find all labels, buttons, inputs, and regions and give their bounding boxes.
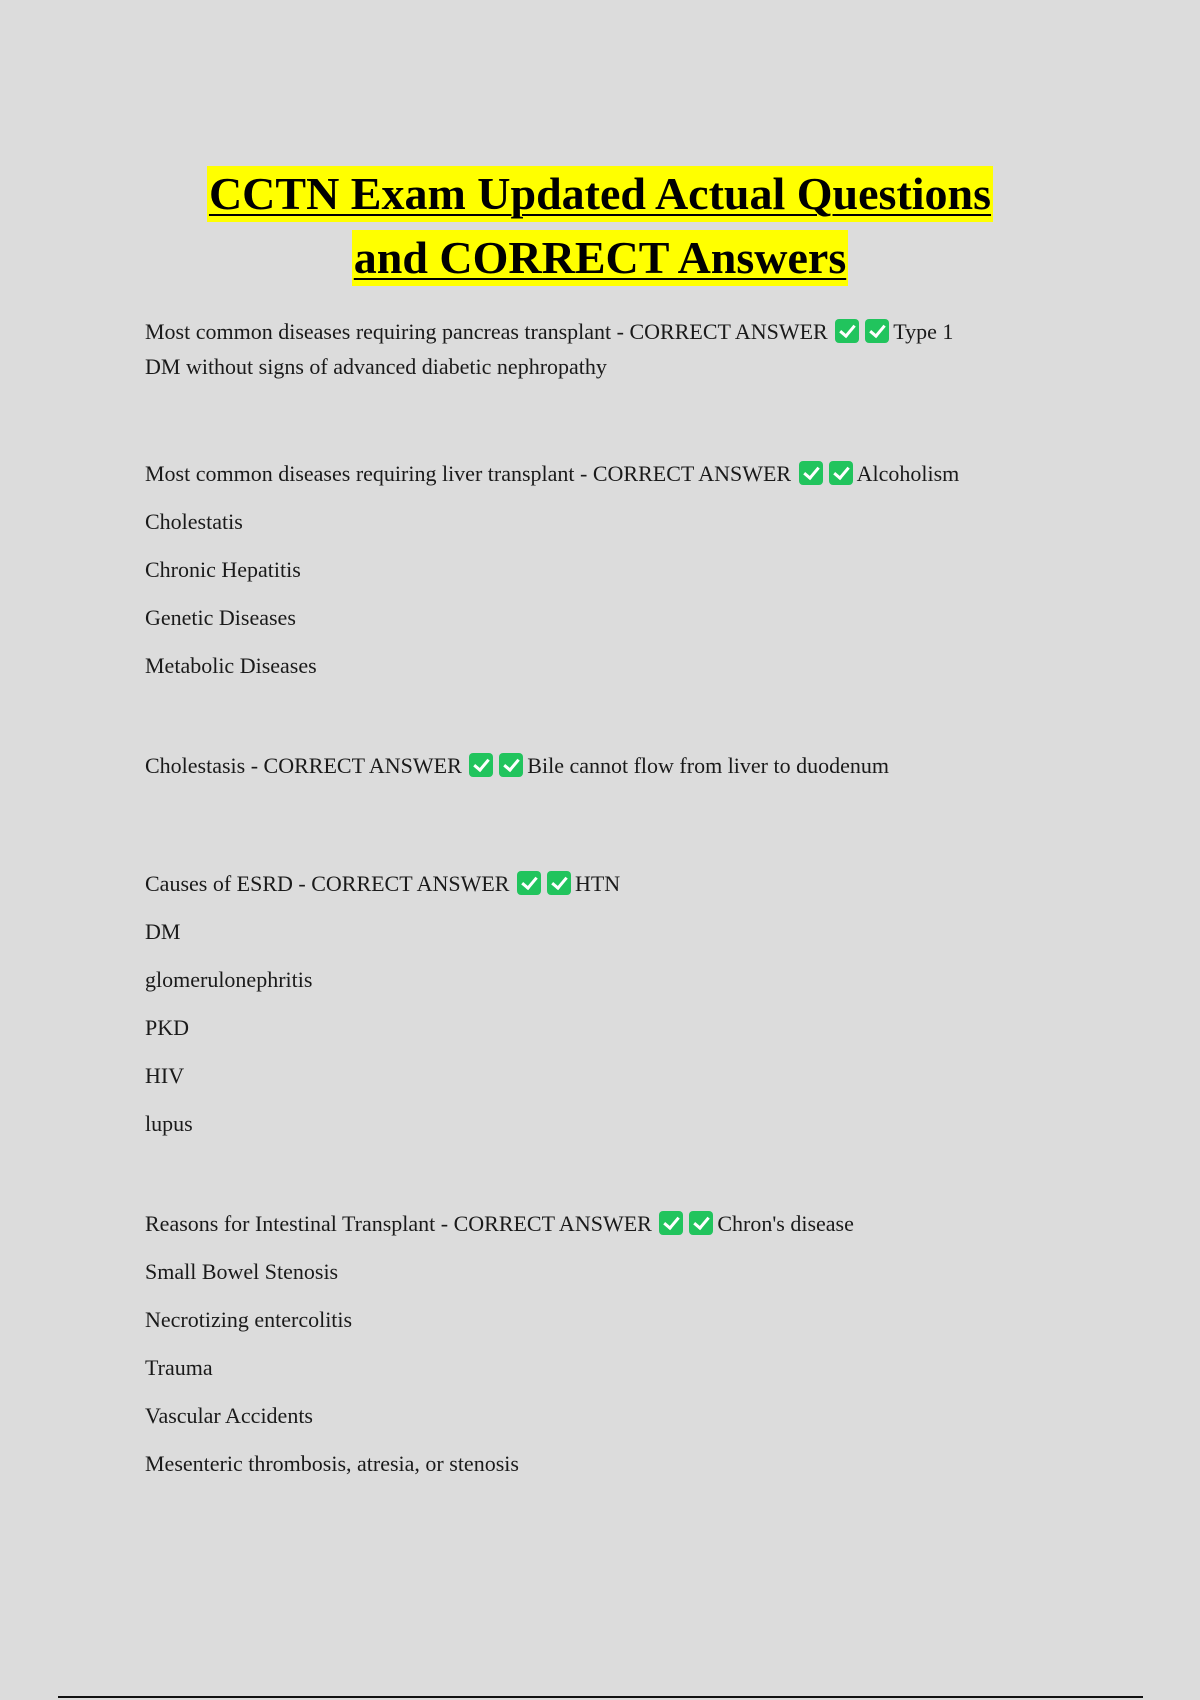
question-text: Causes of ESRD - CORRECT ANSWER <box>145 871 510 896</box>
answer-item: Metabolic Diseases <box>145 653 317 678</box>
check-box-icon <box>659 1211 683 1235</box>
check-box-icon <box>499 753 523 777</box>
answer-text: Bile cannot flow from liver to duodenum <box>527 753 889 778</box>
document-title <box>0 166 1200 294</box>
check-box-icon <box>517 871 541 895</box>
question-line <box>145 860 1045 908</box>
answer-item: Mesenteric thrombosis, atresia, or stenosis <box>145 1451 519 1476</box>
question-text: Cholestasis - CORRECT ANSWER <box>145 753 462 778</box>
question-text: Reasons for Intestinal Transplant - CORRECT ANSWER <box>145 1211 652 1236</box>
check-box-icon <box>469 753 493 777</box>
answer-item: Small Bowel Stenosis <box>145 1259 339 1284</box>
qa-entry-cholestasis <box>145 742 1045 790</box>
qa-entry-liver <box>145 450 1045 690</box>
title-line-1: CCTN Exam Updated Actual Questions <box>207 166 993 222</box>
question-line <box>145 450 1045 498</box>
answer-item: HIV <box>145 1063 185 1088</box>
answer-text: Chron's disease <box>717 1211 854 1236</box>
check-box-icon <box>829 461 853 485</box>
qa-content <box>145 314 1045 1488</box>
answer-item: Genetic Diseases <box>145 605 296 630</box>
check-box-icon <box>547 871 571 895</box>
answer-item: Trauma <box>145 1355 213 1380</box>
answer-item: Chronic Hepatitis <box>145 557 301 582</box>
question-text: Most common diseases requiring pancreas transplant - CORRECT ANSWER <box>145 319 828 344</box>
answer-item: Necrotizing entercolitis <box>145 1307 353 1332</box>
answer-text: Alcoholism <box>856 461 960 486</box>
answer-text: HTN <box>574 871 621 896</box>
qa-entry-intestinal <box>145 1200 1045 1488</box>
title-line-2: and CORRECT Answers <box>352 230 848 286</box>
answer-item: DM <box>145 919 181 944</box>
qa-entry-esrd <box>145 860 1045 1148</box>
check-box-icon <box>799 461 823 485</box>
question-line <box>145 1200 1045 1248</box>
question-line <box>145 314 1045 384</box>
check-box-icon <box>835 319 859 343</box>
answer-item: Vascular Accidents <box>145 1403 313 1428</box>
qa-entry-pancreas <box>145 314 1045 384</box>
check-box-icon <box>689 1211 713 1235</box>
answer-text: Type 1 <box>893 319 954 344</box>
question-line <box>145 742 1045 790</box>
answer-continuation: DM without signs of advanced diabetic nephropathy <box>145 354 607 379</box>
check-box-icon <box>865 319 889 343</box>
question-text: Most common diseases requiring liver transplant - CORRECT ANSWER <box>145 461 792 486</box>
answer-item: glomerulonephritis <box>145 967 313 992</box>
answer-item: PKD <box>145 1015 190 1040</box>
answer-item: Cholestatis <box>145 509 243 534</box>
answer-item: lupus <box>145 1111 193 1136</box>
footer-divider <box>58 1696 1143 1698</box>
